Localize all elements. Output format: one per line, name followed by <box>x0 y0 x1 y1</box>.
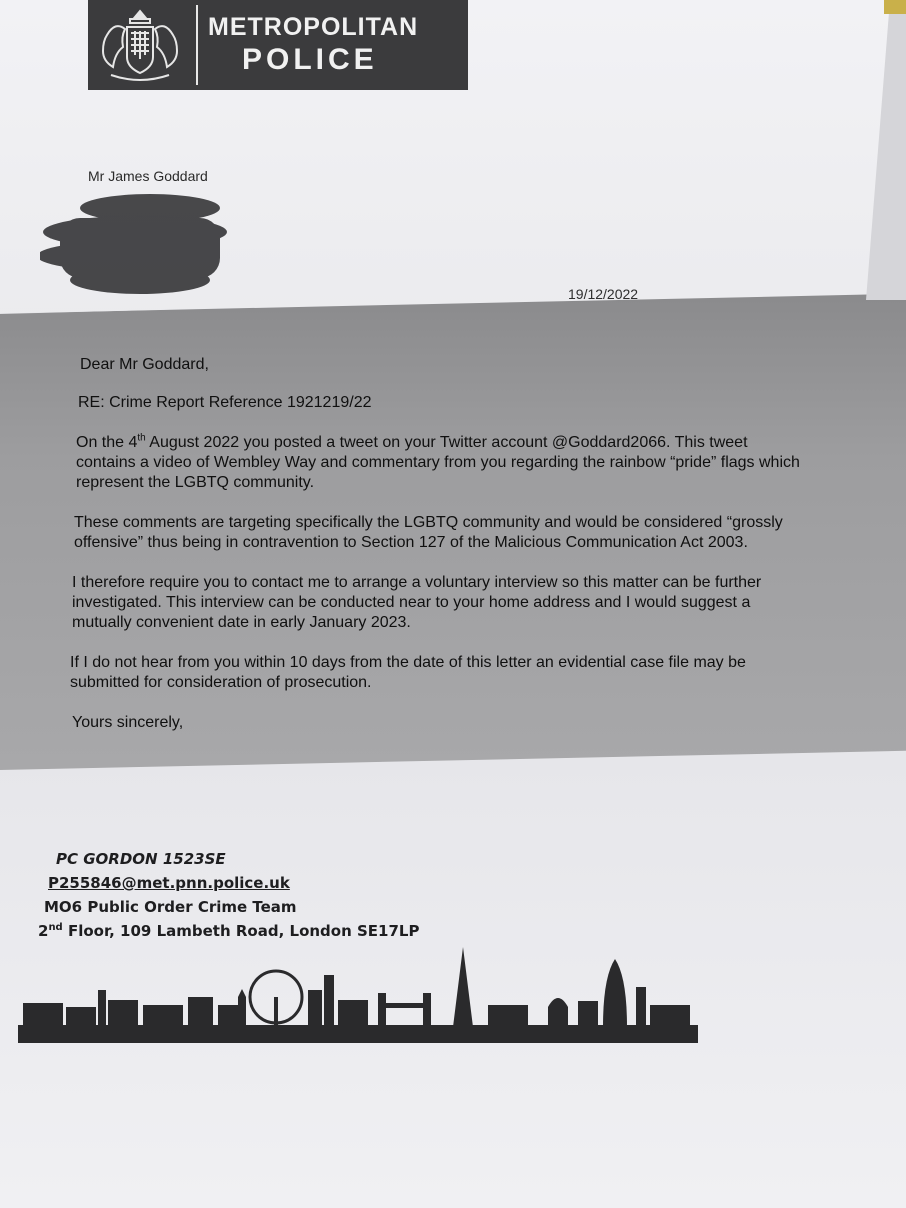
team-name: MO6 Public Order Crime Team <box>44 898 297 916</box>
address-floor-number: 2 <box>38 922 49 940</box>
met-police-logo <box>88 0 468 90</box>
london-skyline-icon <box>18 945 698 1050</box>
ordinal-suffix: th <box>137 432 146 444</box>
paragraph-1-rest: August 2022 you posted a tweet on your Twitter account @Goddard2066. This tweet contains a video of Wembley Way and commentary from you regarding the rainbow “pride” flags which represent the LGBTQ community. <box>76 434 800 491</box>
crime-report-reference: RE: Crime Report Reference 1921219/22 <box>78 394 372 411</box>
paragraph-1-start: On the 4 <box>76 434 138 451</box>
closing: Yours sincerely, <box>72 714 184 731</box>
recipient-name: Mr James Goddard <box>88 168 208 184</box>
paragraph-4: If I do not hear from you within 10 days from the date of this letter an evidential case file may be submitted for consideration of prosecution. <box>70 654 746 691</box>
office-address <box>38 922 419 940</box>
paragraph-2: These comments are targeting specifically the LGBTQ community and would be considered “grossly offensive” thus being in contravention to Section 127 of the Malicious Communication Act 2003. <box>74 514 783 551</box>
logo-line-1: METROPOLITAN <box>208 12 419 41</box>
officer-name: PC GORDON 1523SE <box>56 850 226 868</box>
paragraph-1 <box>76 433 800 493</box>
logo-line-2: POLICE <box>242 43 378 77</box>
logo-text <box>208 13 418 78</box>
letter-body <box>70 355 800 753</box>
letter-date: 19/12/2022 <box>568 286 639 302</box>
salutation: Dear Mr Goddard, <box>80 356 209 373</box>
address-rest: Floor, 109 Lambeth Road, London SE17LP <box>62 922 420 940</box>
redaction-scribble <box>40 188 240 308</box>
address-ordinal-suffix: nd <box>48 922 63 933</box>
logo-divider <box>196 5 198 85</box>
officer-email: P255846@met.pnn.police.uk <box>48 874 290 892</box>
metropolitan-police-crest-icon <box>94 3 186 87</box>
paragraph-3: I therefore require you to contact me to arrange a voluntary interview so this matter can be further investigated. This interview can be conducted near to your home address and I would suggest a mutually convenient date in early January 2023. <box>72 574 762 631</box>
signature-block <box>38 850 419 946</box>
pen-corner <box>884 0 906 14</box>
